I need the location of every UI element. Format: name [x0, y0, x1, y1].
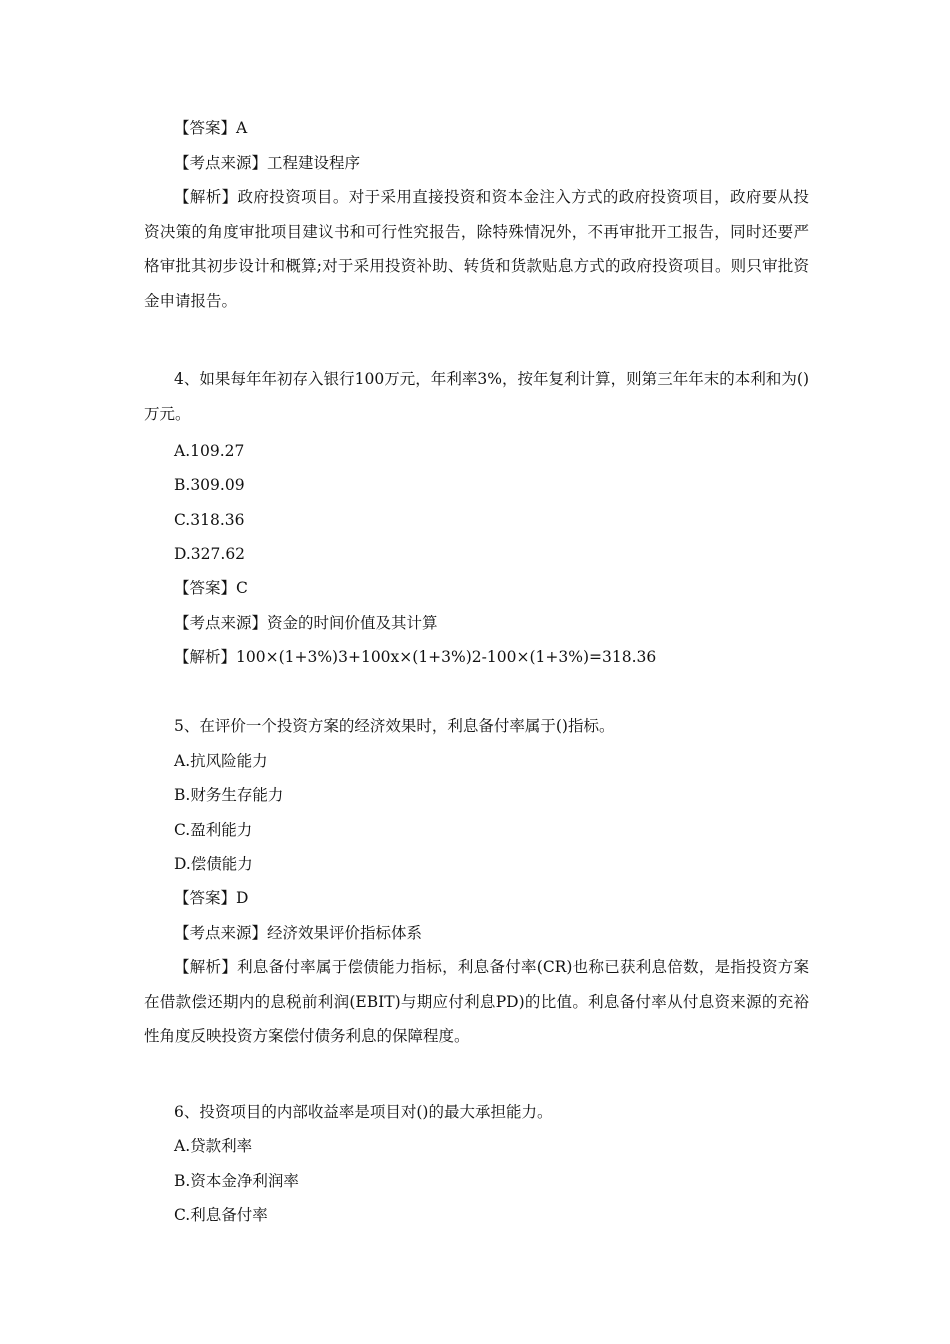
answer-label: 【答案】C: [174, 579, 248, 597]
question-6: 6、投资项目的内部收益率是项目对()的最大承担能力。: [174, 1103, 553, 1121]
analysis-formula: 【解析】100×(1+3%)3+100x×(1+3%)2-100×(1+3%)=318.36: [174, 648, 657, 666]
option-c: C.盈利能力: [174, 821, 253, 839]
option-a: A.109.27: [174, 442, 245, 460]
option-b: B.资本金净利润率: [174, 1172, 299, 1190]
analysis-paragraph: 【解析】政府投资项目。对于采用直接投资和资本金注入方式的政府投资项目，政府要从投资决策的角度审批项目建议书和可行性究报告，除特殊情况外，不再审批开工报告，同时还要严格审批其初步设计和概算;对于采用投资补助、转货和货款贴息方式的政府投资项目。则只审批资金申请报告。: [144, 188, 809, 310]
source-label: 【考点来源】工程建设程序: [174, 154, 361, 172]
answer-label: 【答案】A: [174, 119, 248, 137]
source-label: 【考点来源】经济效果评价指标体系: [174, 924, 423, 942]
option-b: B.309.09: [174, 476, 245, 494]
question-5: 5、在评价一个投资方案的经济效果时，利息备付率属于()指标。: [174, 717, 615, 735]
option-c: C.利息备付率: [174, 1206, 268, 1224]
answer-label: 【答案】D: [174, 889, 249, 907]
question-4: 4、如果每年年初存入银行100万元，年利率3%，按年复利计算，则第三年年末的本利和为()万元。: [144, 370, 809, 423]
option-b: B.财务生存能力: [174, 786, 284, 804]
option-c: C.318.36: [174, 511, 245, 529]
option-d: D.327.62: [174, 545, 246, 563]
analysis-paragraph: 【解析】利息备付率属于偿债能力指标，利息备付率(CR)也称已获利息倍数，是指投资方案在借款偿还期内的息税前利润(EBIT)与期应付利息PD)的比值。利息备付率从付息资来源的充裕性角度反映投资方案偿付债务利息的保障程度。: [144, 958, 809, 1045]
option-d: D.偿债能力: [174, 855, 253, 873]
option-a: A.抗风险能力: [174, 752, 268, 770]
source-label: 【考点来源】资金的时间价值及其计算: [174, 614, 438, 632]
option-a: A.贷款利率: [174, 1137, 253, 1155]
